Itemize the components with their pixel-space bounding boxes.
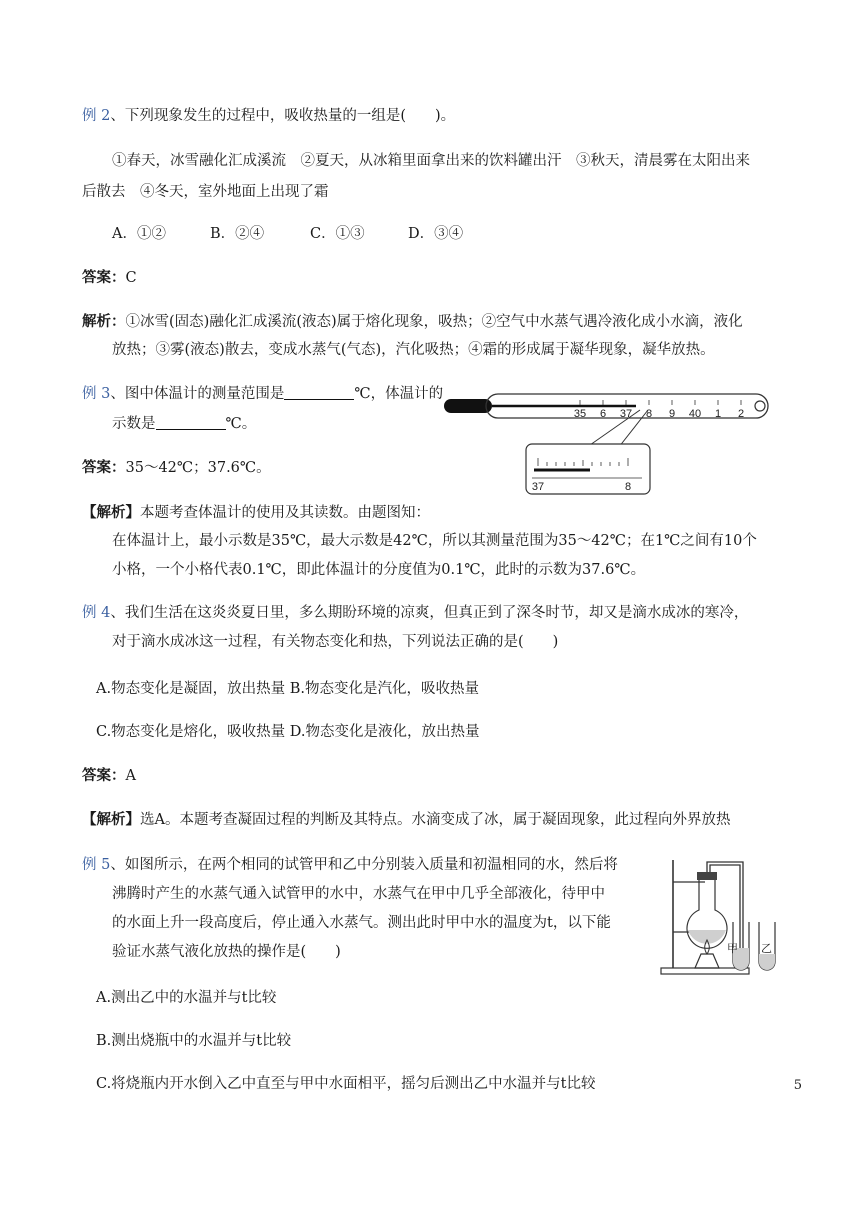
scale-label-37: 37 — [619, 408, 633, 420]
q3-analysis-line3: 小格，一个小格代表0.1℃，即此体温计的分度值为0.1℃，此时的示数为37.6℃。 — [112, 562, 646, 578]
q3-blank-reading[interactable] — [156, 415, 226, 430]
stand-base — [661, 968, 749, 974]
q4-analysis-line1: 【解析】选A。本题考查凝固过程的判断及其特点。水滴变成了冰，属于凝固现象，此过程向外界放热 — [82, 812, 731, 828]
q2-option-d: D．③④ — [408, 226, 464, 242]
q5-option-c: C.将烧瓶内开水倒入乙中直至与甲中水面相平，摇匀后测出乙中水温并与t比较 — [96, 1076, 596, 1092]
q2-analysis-line2: 放热；③雾(液态)散去，变成水蒸气(气态)，汽化吸热；④霜的形成属于凝华现象，凝华放热。 — [112, 342, 715, 358]
thermometer-figure — [440, 386, 780, 498]
apparatus-figure — [655, 852, 785, 978]
zoom-label-37: 37 — [531, 481, 545, 493]
scale-label-41: 1 — [714, 408, 722, 420]
q5-stem-line4: 验证水蒸气液化放热的操作是( ) — [112, 944, 341, 960]
q3-analysis-line1: 【解析】本题考查体温计的使用及其读数。由题图知： — [82, 505, 430, 521]
tube-a-label: 甲 — [727, 942, 738, 955]
q5-option-b: B.测出烧瓶中的水温并与t比较 — [96, 1033, 292, 1049]
q3-answer: 答案：35～42℃；37.6℃。 — [82, 460, 271, 476]
page-number: 5 — [793, 1078, 802, 1093]
q2-option-b: B．②④ — [210, 226, 265, 242]
q2-option-a: A．①② — [112, 226, 166, 242]
scale-label-42: 2 — [737, 408, 745, 420]
q5-stem-line2: 沸腾时产生的水蒸气通入试管甲的水中，水蒸气在甲中几乎全部液化，待甲中 — [112, 886, 605, 902]
flask-water — [688, 930, 726, 944]
scale-label-39: 9 — [668, 408, 676, 420]
q2-items-line1: ①春天，冰雪融化汇成溪流 ②夏天，从冰箱里面拿出来的饮料罐出汗 ③秋天，清晨雾在太阳出来 — [112, 153, 750, 169]
q3-stem-line2: 示数是 ℃。 — [112, 416, 257, 432]
zoom-label-38: 8 — [624, 481, 632, 493]
q3-stem-line1: 例 3、图中体温计的测量范围是 ℃，体温计的 — [82, 386, 444, 402]
q4-stem-line1: 例 4、我们生活在这炎炎夏日里，多么期盼环境的凉爽，但真正到了深冬时节，却又是滴水成冰的寒冷， — [82, 605, 749, 621]
thermometer-ticks — [580, 400, 741, 405]
q2-analysis-line1: 解析：①冰雪(固态)融化汇成溪流(液态)属于熔化现象，吸热；②空气中水蒸气遇冷液化成小水滴，液化 — [82, 314, 743, 330]
q3-blank-range[interactable] — [284, 385, 354, 400]
scale-label-35: 35 — [573, 408, 587, 420]
q5-stem-line3: 的水面上升一段高度后，停止通入水蒸气。测出此时甲中水的温度为t，以下能 — [112, 915, 611, 931]
q3-analysis-line2: 在体温计上，最小示数是35℃，最大示数是42℃，所以其测量范围为35～42℃；在1℃之间有10个 — [112, 533, 757, 549]
scale-label-38: 8 — [645, 408, 653, 420]
q4-answer: 答案：A — [82, 768, 136, 784]
q4-label: 例 4 — [82, 605, 111, 621]
scale-label-36: 6 — [599, 408, 607, 420]
flask-stopper — [697, 872, 717, 880]
alcohol-lamp — [695, 954, 719, 968]
thermometer-ring — [755, 401, 765, 411]
q5-stem-line1: 例 5、如图所示，在两个相同的试管甲和乙中分别装入质量和初温相同的水，然后将 — [82, 857, 618, 873]
q3-label: 例 3 — [82, 386, 111, 402]
tube-b-label: 乙 — [761, 942, 772, 955]
q2-items-line2: 后散去 ④冬天，室外地面上出现了霜 — [82, 184, 329, 200]
q2-answer: 答案：C — [82, 270, 137, 286]
q2-stem: 例 2、下列现象发生的过程中，吸收热量的一组是( )。 — [82, 108, 456, 124]
q5-label: 例 5 — [82, 857, 111, 873]
q2-option-c: C．①③ — [310, 226, 365, 242]
q4-stem-line2: 对于滴水成冰这一过程，有关物态变化和热，下列说法正确的是( ) — [112, 634, 559, 650]
q2-label: 例 2 — [82, 108, 111, 124]
q4-options-line2: C.物态变化是熔化，吸收热量 D.物态变化是液化，放出热量 — [96, 724, 480, 740]
thermometer-bulb — [444, 399, 492, 413]
q4-options-line1: A.物态变化是凝固，放出热量 B.物态变化是汽化，吸收热量 — [96, 681, 479, 697]
q5-option-a: A.测出乙中的水温并与t比较 — [96, 990, 277, 1006]
scale-label-40: 40 — [688, 408, 702, 420]
